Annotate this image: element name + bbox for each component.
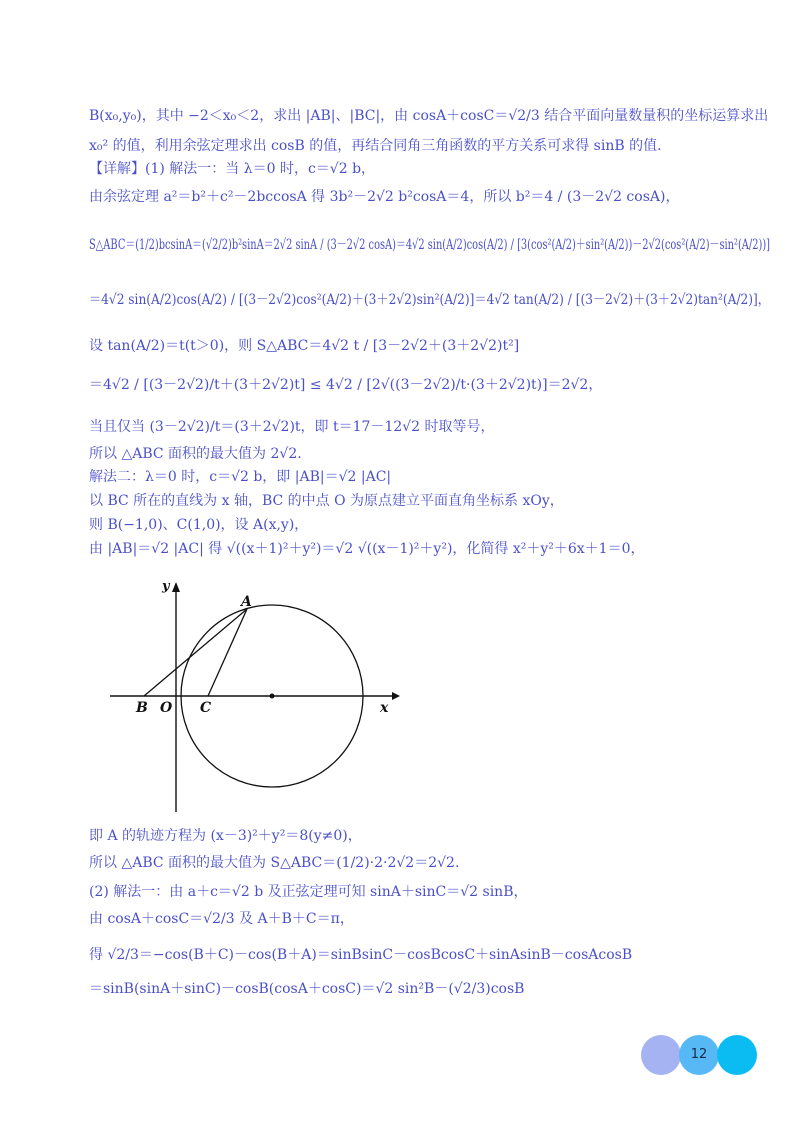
x-axis-arrow: [392, 692, 400, 700]
text-line: 解法二：λ＝0 时，c＝√2 b，即 |AB|＝√2 |AC|: [89, 469, 392, 485]
axis-y-label: y: [162, 579, 170, 594]
badge-dot-right: [717, 1035, 757, 1075]
point-c-label: C: [200, 700, 212, 716]
text-line: 由余弦定理 a²＝b²＋c²－2bccosA 得 3b²－2√2 b²cosA＝4，所以 b²＝4 / (3－2√2 cosA)，: [89, 189, 680, 205]
text-line: 当且仅当 (3－2√2)/t＝(3＋2√2)t，即 t＝17－12√2 时取等号，: [89, 419, 495, 435]
point-b-label: B: [136, 700, 148, 716]
text-line: 则 B(−1,0)、C(1,0)，设 A(x,y)，: [89, 517, 309, 533]
text-line: S△ABC＝(1/2)bcsinA＝(√2/2)b²sinA＝2√2 sinA / (3－2√2 cosA)＝4√2 sin(A/2)cos(A/2) / [3(cos²(A/2)＋sin²(A/2))－2√2(cos²(A/2)－sin²(A/2))]: [89, 237, 770, 253]
text-line: 【详解】(1) 解法一：当 λ＝0 时，c＝√2 b，: [89, 161, 376, 177]
circle-figure: [100, 570, 410, 815]
text-line: 设 tan(A/2)＝t(t＞0)，则 S△ABC＝4√2 t / [3－2√2＋(3＋2√2)t²]: [89, 338, 520, 354]
text-line: 由 cosA＋cosC＝√2/3 及 A＋B＋C＝π，: [89, 911, 354, 927]
text-line: ＝4√2 / [(3－2√2)/t＋(3＋2√2)t] ≤ 4√2 / [2√((3－2√2)/t·(3＋2√2)t)]＝2√2，: [89, 377, 603, 393]
circle-center: [270, 694, 275, 699]
point-a-label: A: [241, 594, 252, 610]
text-line: (2) 解法一：由 a＋c＝√2 b 及正弦定理可知 sinA＋sinC＝√2 sinB，: [89, 884, 528, 900]
text-line: ＝4√2 sin(A/2)cos(A/2) / [(3－2√2)cos²(A/2)＋(3＋2√2)sin²(A/2)]＝4√2 tan(A/2) / [(3－2√2)＋(3＋2√2)tan²(A/2)]，: [89, 292, 770, 308]
text-line: B(x₀,y₀)，其中 −2＜x₀＜2，求出 |AB|、|BC|，由 cosA＋cosC＝√2/3 结合平面向量数量积的坐标运算求出: [89, 108, 769, 124]
text-line: 以 BC 所在的直线为 x 轴，BC 的中点 O 为原点建立平面直角坐标系 xOy，: [89, 493, 564, 509]
text-line: 所以 △ABC 面积的最大值为 2√2.: [89, 446, 302, 462]
text-line: ＝sinB(sinA＋sinC)－cosB(cosA＋cosC)＝√2 sin²B－(√2/3)cosB: [89, 981, 525, 997]
text-line: 由 |AB|＝√2 |AC| 得 √((x＋1)²＋y²)＝√2 √((x－1)²＋y²)，化简得 x²＋y²＋6x＋1＝0，: [89, 541, 645, 557]
text-line: 得 √2/3＝−cos(B＋C)－cos(B＋A)＝sinBsinC－cosBcosC＋sinAsinB－cosAcosB: [89, 947, 633, 963]
page-number-badge: [641, 1035, 761, 1077]
page-number: 12: [690, 1047, 708, 1062]
axis-x-label: x: [380, 700, 389, 716]
text-line: 即 A 的轨迹方程为 (x－3)²＋y²＝8(y≠0)，: [89, 828, 362, 844]
point-o-label: O: [160, 700, 173, 716]
badge-dot-left: [641, 1035, 681, 1075]
segment-ca: [208, 609, 247, 696]
text-line: x₀² 的值，利用余弦定理求出 cosB 的值，再结合同角三角函数的平方关系可求得 sinB 的值.: [89, 138, 662, 154]
text-line: 所以 △ABC 面积的最大值为 S△ABC＝(1/2)·2·2√2＝2√2.: [89, 855, 460, 871]
segment-ba: [144, 609, 247, 696]
y-axis-arrow: [172, 582, 180, 592]
